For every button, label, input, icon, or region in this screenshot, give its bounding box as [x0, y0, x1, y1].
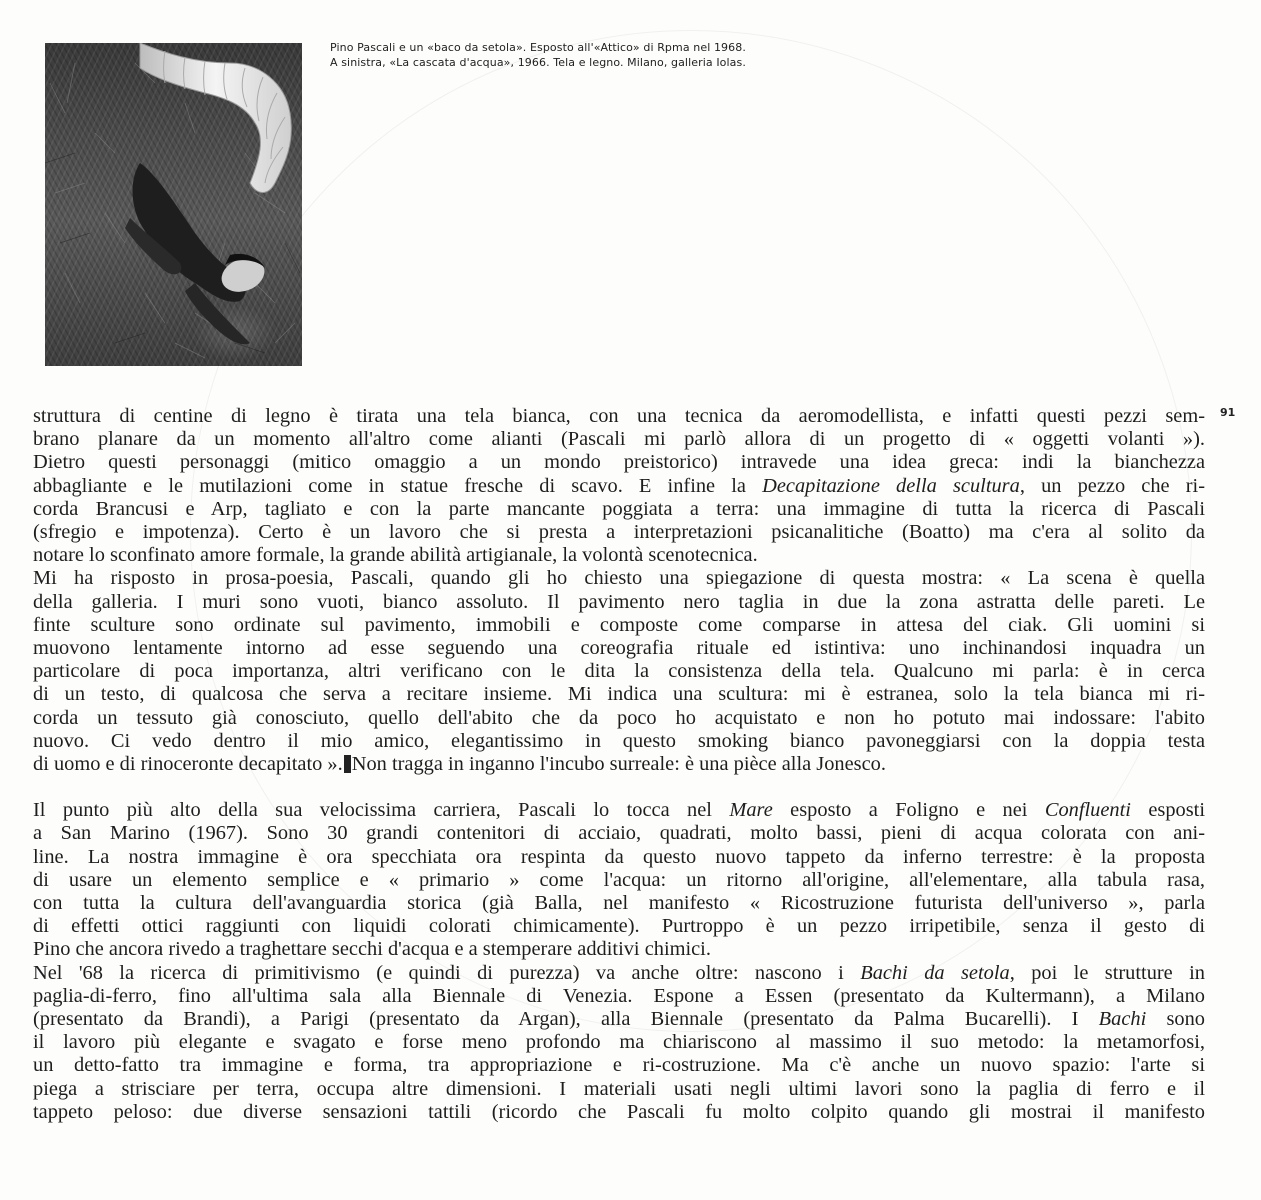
- text-line: Pino che ancora rivedo a traghettare secchi d'acqua e a stemperare additivi chimici.: [33, 938, 711, 961]
- text-line: struttura di centine di legno è tirata una tela bianca, con una tecnica da aeromodellista, e infatti questi pezzi sem-: [33, 405, 1205, 427]
- artwork-title: Bachi: [1098, 1008, 1147, 1031]
- text-line: muovono lentamente intorno ad esse seguendo una coreografia rituale ed istintiva: uno inchinandosi inquadra un: [33, 637, 1205, 660]
- text-segment: sono: [1146, 1008, 1205, 1031]
- text-line: [33, 1008, 1205, 1031]
- text-line: nuovo. Ci vedo dentro il mio amico, elegantissimo in questo smoking bianco pavoneggiarsi con la doppia testa: [33, 729, 1205, 752]
- paragraph-1: [33, 405, 1205, 567]
- text-line: [33, 962, 1205, 985]
- text-line: di usare un elemento semplice e « primario » come l'acqua: un ritorno all'origine, all'elementare, alla tabula rasa,: [33, 868, 1205, 891]
- text-segment: (presentato da Brandi), a Parigi (presentato da Argan), alla Biennale (presentato da Palma Bucarelli). I: [33, 1008, 1099, 1031]
- text-line: a San Marino (1967). Sono 30 grandi contenitori di acciaio, quadrati, molto bassi, pieni di acqua colorata con ani-: [33, 822, 1205, 845]
- text-line: con tutta la cultura dell'avanguardia storica (già Balla, nel manifesto « Ricostruzione futurista dell'universo », parla: [33, 892, 1205, 915]
- text-line: Dietro questi personaggi (mitico omaggio a un mondo preistorico) intravede una idea greca: indi la bianchezza: [33, 451, 1205, 474]
- text-segment: Non tragga in inganno l'incubo surreale: è una pièce alla Jonesco.: [351, 753, 886, 776]
- paragraph-3: [33, 799, 1205, 961]
- artwork-title: Bachi da setola: [860, 961, 1010, 984]
- text-line: Mi ha risposto in prosa-poesia, Pascali, quando gli ho chiesto una spiegazione di questa mostra: « La scena è quella: [33, 567, 1205, 590]
- text-segment: esposti: [1130, 799, 1206, 822]
- text-line: corda Brancusi e Arp, tagliato e con la parte mancante poggiata a terra: una immagine di tutta la ricerca di Pascali: [33, 497, 1205, 520]
- text-line: di un testo, di qualcosa che serva a recitare insieme. Mi indica una scultura: mi è estranea, solo la tela bianca mi ri-: [33, 683, 1205, 706]
- text-line: finte sculture sono ordinate sul pavimento, immobili e composte come comparse in attesa del ciak. Gli uomini si: [33, 613, 1205, 636]
- text-cursor-mark: [344, 755, 351, 773]
- paragraph-2: [33, 567, 1205, 776]
- article-body: [33, 405, 1205, 1124]
- text-line: di effetti ottici raggiunti con liquidi colorati chimicamente). Purtroppo è un pezzo irripetibile, senza il gesto di: [33, 915, 1205, 938]
- text-line: notare lo sconfinato amore formale, la grande abilità artigianale, la volontà scenotecnica.: [33, 544, 758, 567]
- caption-line-1: Pino Pascali e un «baco da setola». Esposto all'«Attico» di Rpma nel 1968.: [330, 41, 746, 54]
- text-line: [33, 753, 1205, 776]
- text-segment: Il punto più alto della sua velocissima carriera, Pascali lo tocca nel: [33, 799, 730, 822]
- page-number: 91: [1220, 406, 1236, 419]
- text-line: tappeto peloso: due diverse sensazioni tattili (ricordo che Pascali fu molto colpito quando gli mostrai il manifesto: [33, 1100, 1205, 1123]
- text-line: un detto-fatto tra immagine e forma, tra appropriazione e ri-costruzione. Ma c'è anche un nuovo spazio: l'arte si: [33, 1054, 1205, 1077]
- text-line: piega a strisciare per terra, occupa altre dimensioni. I materiali usati negli ultimi lavori sono la paglia di ferro e il: [33, 1077, 1205, 1100]
- artwork-title: Mare: [729, 799, 773, 822]
- text-line: (sfregio e impotenza). Certo è un lavoro che si presta a interpretazioni psicanalitiche (Boatto) ma c'era al solito da: [33, 521, 1205, 544]
- photograph: [45, 43, 302, 366]
- text-line: [33, 799, 1205, 822]
- paragraph-4: [33, 962, 1205, 1124]
- text-segment: di uomo e di rinoceronte decapitato ».: [33, 753, 343, 776]
- text-line: della galleria. I muri sono vuoti, bianco assoluto. Il pavimento nero taglia in due la zona astratta delle pareti. Le: [33, 590, 1205, 613]
- text-segment: abbagliante e le mutilazioni come in statue fresche di scavo. E infine la: [33, 474, 763, 497]
- text-line: [33, 475, 1205, 498]
- text-line: line. La nostra immagine è ora specchiata ora respinta da questo nuovo tappeto da inferno terrestre: è la proposta: [33, 845, 1205, 868]
- photograph-illustration: [45, 43, 302, 366]
- artwork-title: Decapitazione della scultura: [762, 474, 1020, 497]
- photo-caption: [330, 40, 746, 70]
- text-line: il lavoro più elegante e svagato e forse meno profondo ma chiariscono al massimo il suo metodo: la metamorfosi,: [33, 1031, 1205, 1054]
- text-segment: Nel '68 la ricerca di primitivismo (e quindi di purezza) va anche oltre: nascono i: [33, 961, 861, 984]
- caption-line-2: A sinistra, «La cascata d'acqua», 1966. Tela e legno. Milano, galleria Iolas.: [330, 56, 746, 69]
- text-line: particolare di poca importanza, altri verificano con le dita la consistenza della tela. Qualcuno mi parla: è in cerca: [33, 660, 1205, 683]
- text-line: paglia-di-ferro, fino all'ultima sala alla Biennale di Venezia. Espone a Essen (presentato da Kultermann), a Milano: [33, 984, 1205, 1007]
- text-line: corda un tessuto già conosciuto, quello dell'abito che da poco ho acquistato e non ho potuto mai indossare: l'abito: [33, 706, 1205, 729]
- artwork-title: Confluenti: [1044, 799, 1131, 822]
- text-segment: , poi le strutture in: [1009, 961, 1205, 984]
- text-line: brano planare da un momento all'altro come alianti (Pascali mi parlò allora di un progetto di « oggetti volanti »).: [33, 428, 1205, 451]
- text-segment: , un pezzo che ri-: [1019, 474, 1205, 497]
- text-segment: esposto a Foligno e nei: [772, 799, 1045, 822]
